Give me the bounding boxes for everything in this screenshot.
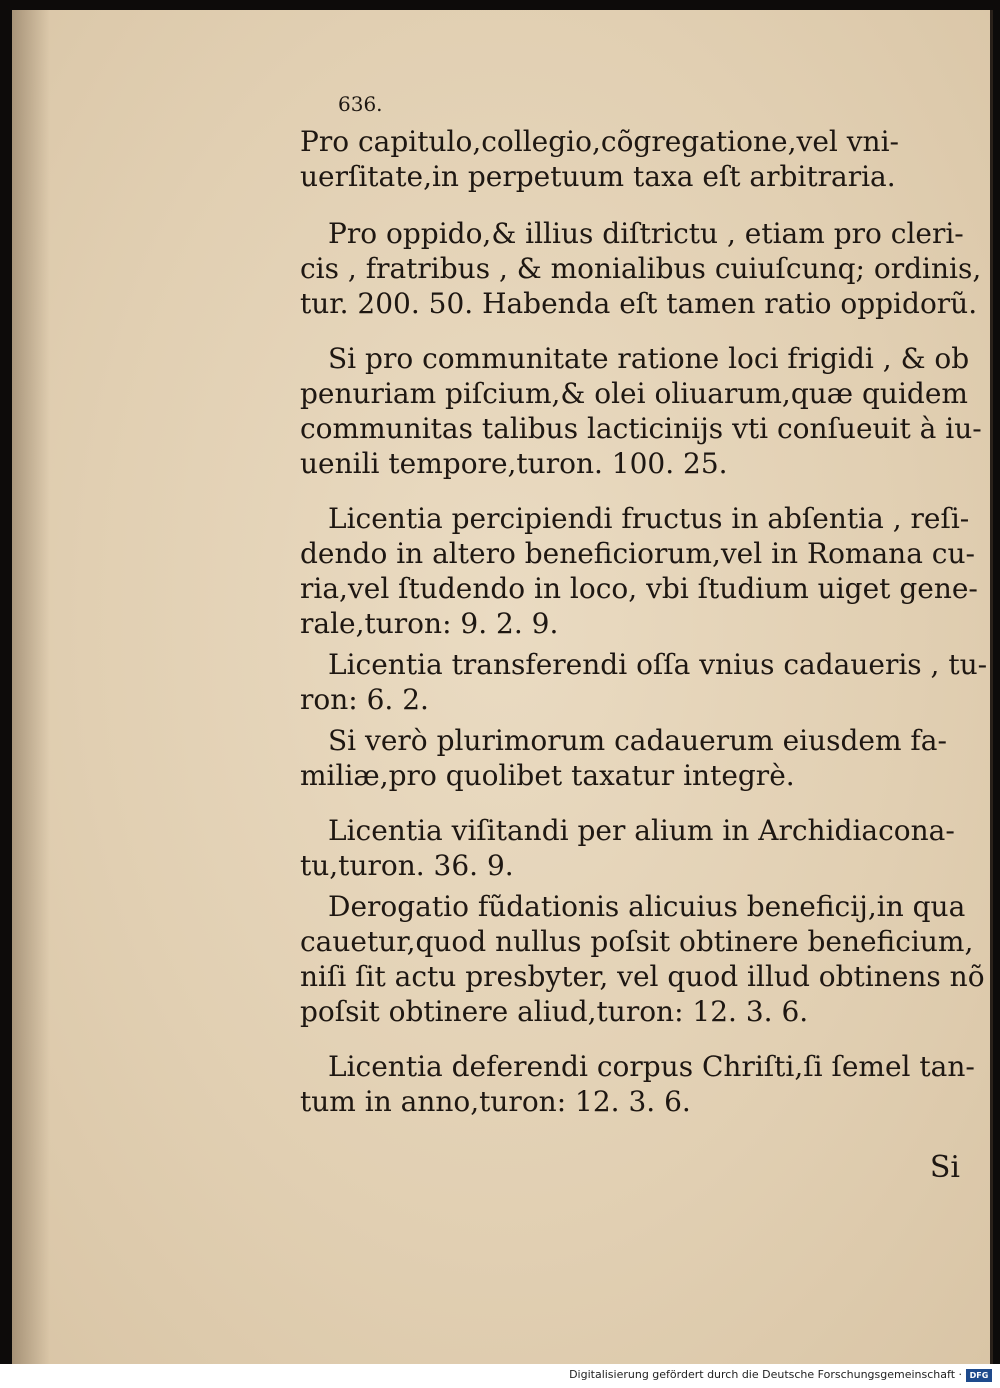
paragraph-8 — [300, 889, 985, 1029]
paragraph-3 — [300, 341, 982, 481]
paragraph-4 — [300, 501, 978, 641]
text-line: poſsit obtinere aliud,turon: 12. 3. 6. — [300, 995, 809, 1028]
text-line: Pro capitulo,collegio,cõgregatione,vel vni- — [300, 125, 900, 158]
catchword: Si — [929, 1150, 960, 1185]
page-number: 636. — [338, 92, 383, 116]
text-line: uerſitate,in perpetuum taxa eſt arbitraria. — [300, 160, 896, 193]
dfg-logo: DFG — [966, 1369, 992, 1382]
text-line: ron: 6. 2. — [300, 683, 429, 716]
paragraph-1 — [300, 124, 962, 194]
text-line: communitas talibus lacticinijs vti conſueuit à iu- — [300, 412, 982, 445]
text-line: Pro oppido,& illius diſtrictu , etiam pro cleri- — [328, 217, 964, 250]
text-line: Licentia viſitandi per alium in Archidiacona- — [328, 814, 955, 847]
text-line: niſi ſit actu presbyter, vel quod illud obtinens nõ — [300, 960, 985, 993]
paragraph-7 — [300, 813, 962, 883]
text-line: Si verò plurimorum cadauerum eiusdem fa- — [328, 724, 947, 757]
text-line: Derogatio fũdationis alicuius beneficij,in qua — [328, 890, 966, 923]
text-line: tur. 200. 50. Habenda eſt tamen ratio oppidorũ. — [300, 287, 978, 320]
text-line: Si pro communitate ratione loci frigidi , & ob — [328, 342, 970, 375]
paragraph-9 — [300, 1049, 975, 1119]
text-line: cis , fratribus , & monialibus cuiuſcunq; ordinis, — [300, 252, 982, 285]
text-line: Licentia transferendi oſſa vnius cadaueris , tu- — [328, 648, 988, 681]
text-line: uenili tempore,turon. 100. 25. — [300, 447, 728, 480]
text-line: rale,turon: 9. 2. 9. — [300, 607, 559, 640]
text-line: cauetur,quod nullus poſsit obtinere beneficium, — [300, 925, 974, 958]
paragraph-5 — [300, 647, 988, 717]
text-line: ria,vel ſtudendo in loco, vbi ſtudium uiget gene- — [300, 572, 978, 605]
paragraph-2 — [300, 216, 982, 321]
text-line: dendo in altero beneficiorum,vel in Romana cu- — [300, 537, 975, 570]
footer-bar — [0, 1364, 1000, 1388]
text-line: Licentia deferendi corpus Chriſti,ſi ſemel tan- — [328, 1050, 975, 1083]
text-line: tu,turon. 36. 9. — [300, 849, 514, 882]
text-line: penuriam piſcium,& olei oliuarum,quæ quidem — [300, 377, 968, 410]
paragraph-6 — [300, 723, 962, 793]
text-line: Licentia percipiendi fructus in abſentia , reſi- — [328, 502, 970, 535]
text-line: tum in anno,turon: 12. 3. 6. — [300, 1085, 691, 1118]
page-text — [300, 92, 988, 1125]
text-line: miliæ,pro quolibet taxatur integrè. — [300, 759, 795, 792]
funding-notice: Digitalisierung gefördert durch die Deutsche Forschungsgemeinschaft · — [569, 1368, 962, 1381]
